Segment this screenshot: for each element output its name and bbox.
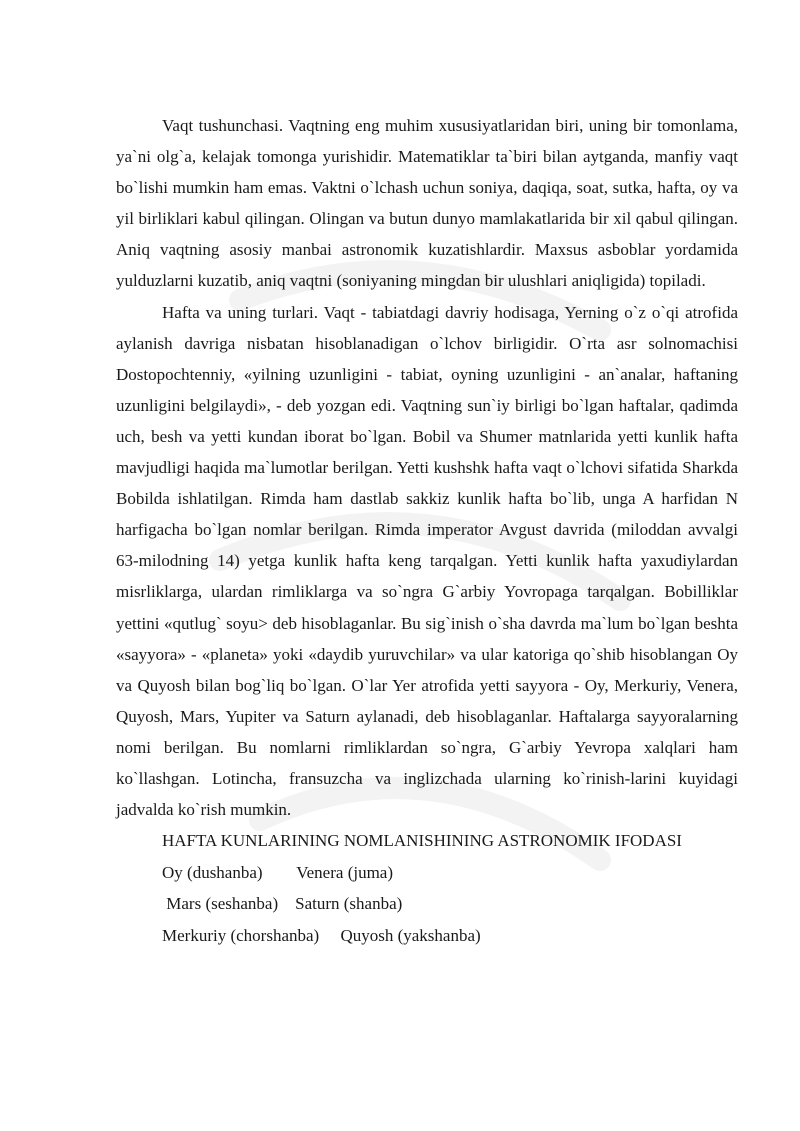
- document-body: [116, 110, 738, 951]
- paragraph-hafta-turlari: Hafta va uning turlari. Vaqt - tabiatdagi davriy hodisaga, Yerning o`z o`qi atrofida aylanish davriga nisbatan hisoblanadigan o`lchov birligidir. O`rta asr solnomachisi Dostopochtenniy, «yilning uzunligini - tabiat, oyning uzunligini - an`analar, haftaning uzunligini belgilaydi», - deb yozgan edi. Vaqtning sun`iy birligi bo`lgan haftalar, qadimda uch, besh va yetti kundan iborat bo`lgan. Bobil va Shumer matnlarida yetti kunlik hafta mavjudligi haqida ma`lumotlar berilgan. Yetti kushshk hafta vaqt o`lchovi sifatida Sharkda Bobilda ishlatilgan. Rimda ham dastlab sakkiz kunlik hafta bo`lib, unga A harfidan N harfigacha bo`lgan nomlar berilgan. Rimda imperator Avgust davrida (miloddan avvalgi 63-milodning 14) yetga kunlik hafta keng tarqalgan. Yetti kunlik hafta yaxudiylardan misrliklarga, ulardan rimliklarga va so`ngra G`arbiy Yovropaga tarqalgan. Bobilliklar yettini «qutlug` soyu> deb hisoblaganlar. Bu sig`inish o`sha davrda ma`lum bo`lgan beshta «sayyora» - «planeta» yoki «daydib yuruvchilar» va ular katoriga qo`shib hisoblangan Oy va Quyosh bilan bog`liq bo`lgan. O`lar Yer atrofida yetti sayyora - Oy, Merkuriy, Venera, Quyosh, Mars, Yupiter va Saturn aylanadi, deb hisoblaganlar. Haftalarga sayyoralarning nomi berilgan. Bu nomlarni rimliklardan so`ngra, G`arbiy Yevropa xalqlari ham ko`llashgan. Lotincha, fransuzcha va inglizchada ularning ko`rinish-larini kuyidagi jadvalda ko`rish mumkin.: [116, 302, 738, 820]
- weekday-row-1: Oy (dushanba) Venera (juma): [162, 862, 394, 882]
- weekday-row-2: Mars (seshanba) Saturn (shanba): [162, 894, 403, 914]
- section-heading: HAFTA KUNLARINING NOMLANISHINING ASTRONOMIK IFODASI: [162, 831, 682, 851]
- weekday-row-3: Merkuriy (chorshanba) Quyosh (yakshanba): [162, 925, 481, 945]
- paragraph-vaqt-tushunchasi: Vaqt tushunchasi. Vaqtning eng muhim xususiyatlaridan biri, uning bir tomonlama, ya`ni olg`a, kelajak tomonga yurishidir. Matematiklar ta`biri bilan aytganda, manfiy vaqt bo`lishi mumkin ham emas. Vaktni o`lchash uchun soniya, daqiqa, soat, sutka, hafta, oy va yil birliklari kabul qilingan. Olingan va butun dunyo mamlakatlarida bir xil qabul qilingan. Aniq vaqtning asosiy manbai astronomik kuzatishlardir. Maxsus asboblar yordamida yulduzlarni kuzatib, aniq vaqtni (soniyaning mingdan bir ulushlari aniqligida) topiladi.: [116, 116, 738, 291]
